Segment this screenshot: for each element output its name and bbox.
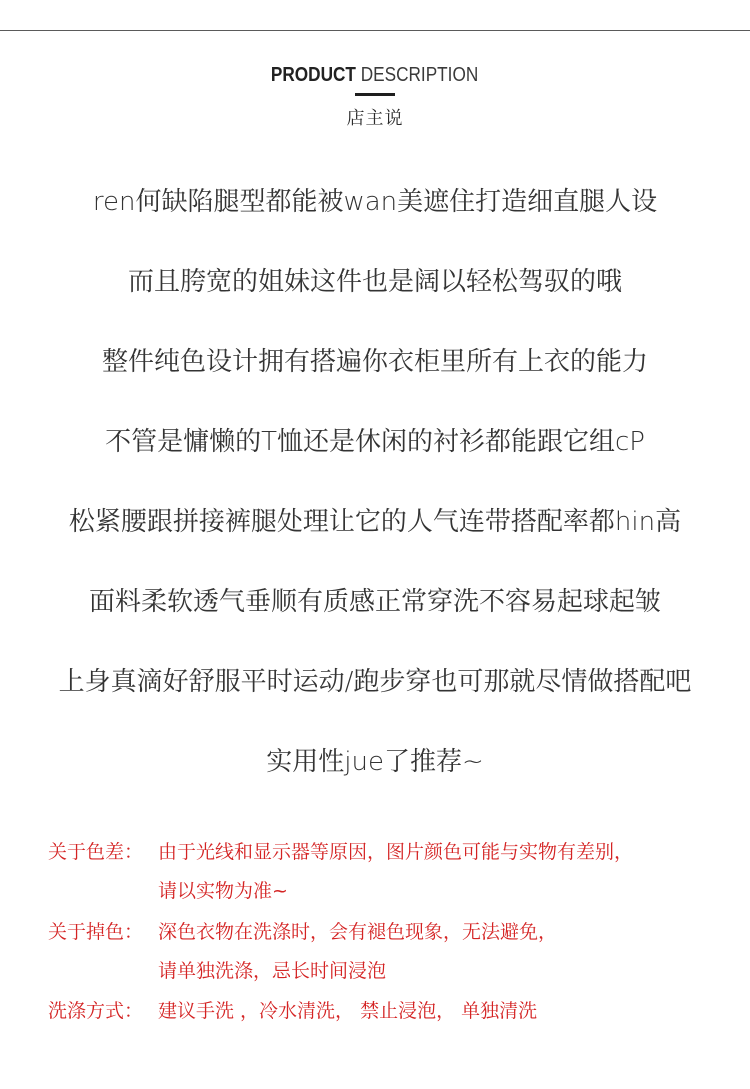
copy-line: 而且胯宽的姐妹这件也是阔以轻松驾驭的哦 <box>127 267 622 297</box>
copy-line: 面料柔软透气垂顺有质感正常穿洗不容易起球起皱 <box>88 587 661 617</box>
note-text: 请以实物为准~ <box>158 880 288 902</box>
copy-line: ren何缺陷腿型都能被wan美遮住打造细直腿人设 <box>92 187 658 217</box>
note-text: 请单独洗涤，忌长时间浸泡 <box>158 960 387 982</box>
note-text: 建议手洗 ，冷水清洗， 禁止浸泡， 单独清洗 <box>158 1000 538 1022</box>
title-light: DESCRIPTION <box>361 64 479 86</box>
note-text: 由于光线和显示器等原因，图片颜色可能与实物有差别， <box>158 841 634 863</box>
note-text: 深色衣物在洗涤时，会有褪色现象，无法避免， <box>158 921 558 943</box>
copy-line: 松紧腰跟拼接裤腿处理让它的人气连带搭配率都hin高 <box>68 507 682 537</box>
section-title <box>271 64 478 87</box>
copy-line: 实用性jue了推荐~ <box>266 747 484 777</box>
copy-line: 不管是慵懒的T恤还是休闲的衬衫都能跟它组cP <box>105 427 645 457</box>
copy-line: 整件纯色设计拥有搭遍你衣柜里所有上衣的能力 <box>101 347 648 377</box>
top-divider <box>0 30 750 31</box>
note-label: 关于掉色： <box>48 921 144 943</box>
title-bold: PRODUCT <box>271 64 357 86</box>
title-underline <box>355 93 395 96</box>
copy-line: 上身真滴好舒服平时运动/跑步穿也可那就尽情做搭配吧 <box>58 667 692 697</box>
section-subtitle: 店主说 <box>346 108 404 129</box>
section-header <box>0 64 750 130</box>
note-label: 洗涤方式： <box>48 1000 144 1022</box>
note-label: 关于色差： <box>48 841 144 863</box>
